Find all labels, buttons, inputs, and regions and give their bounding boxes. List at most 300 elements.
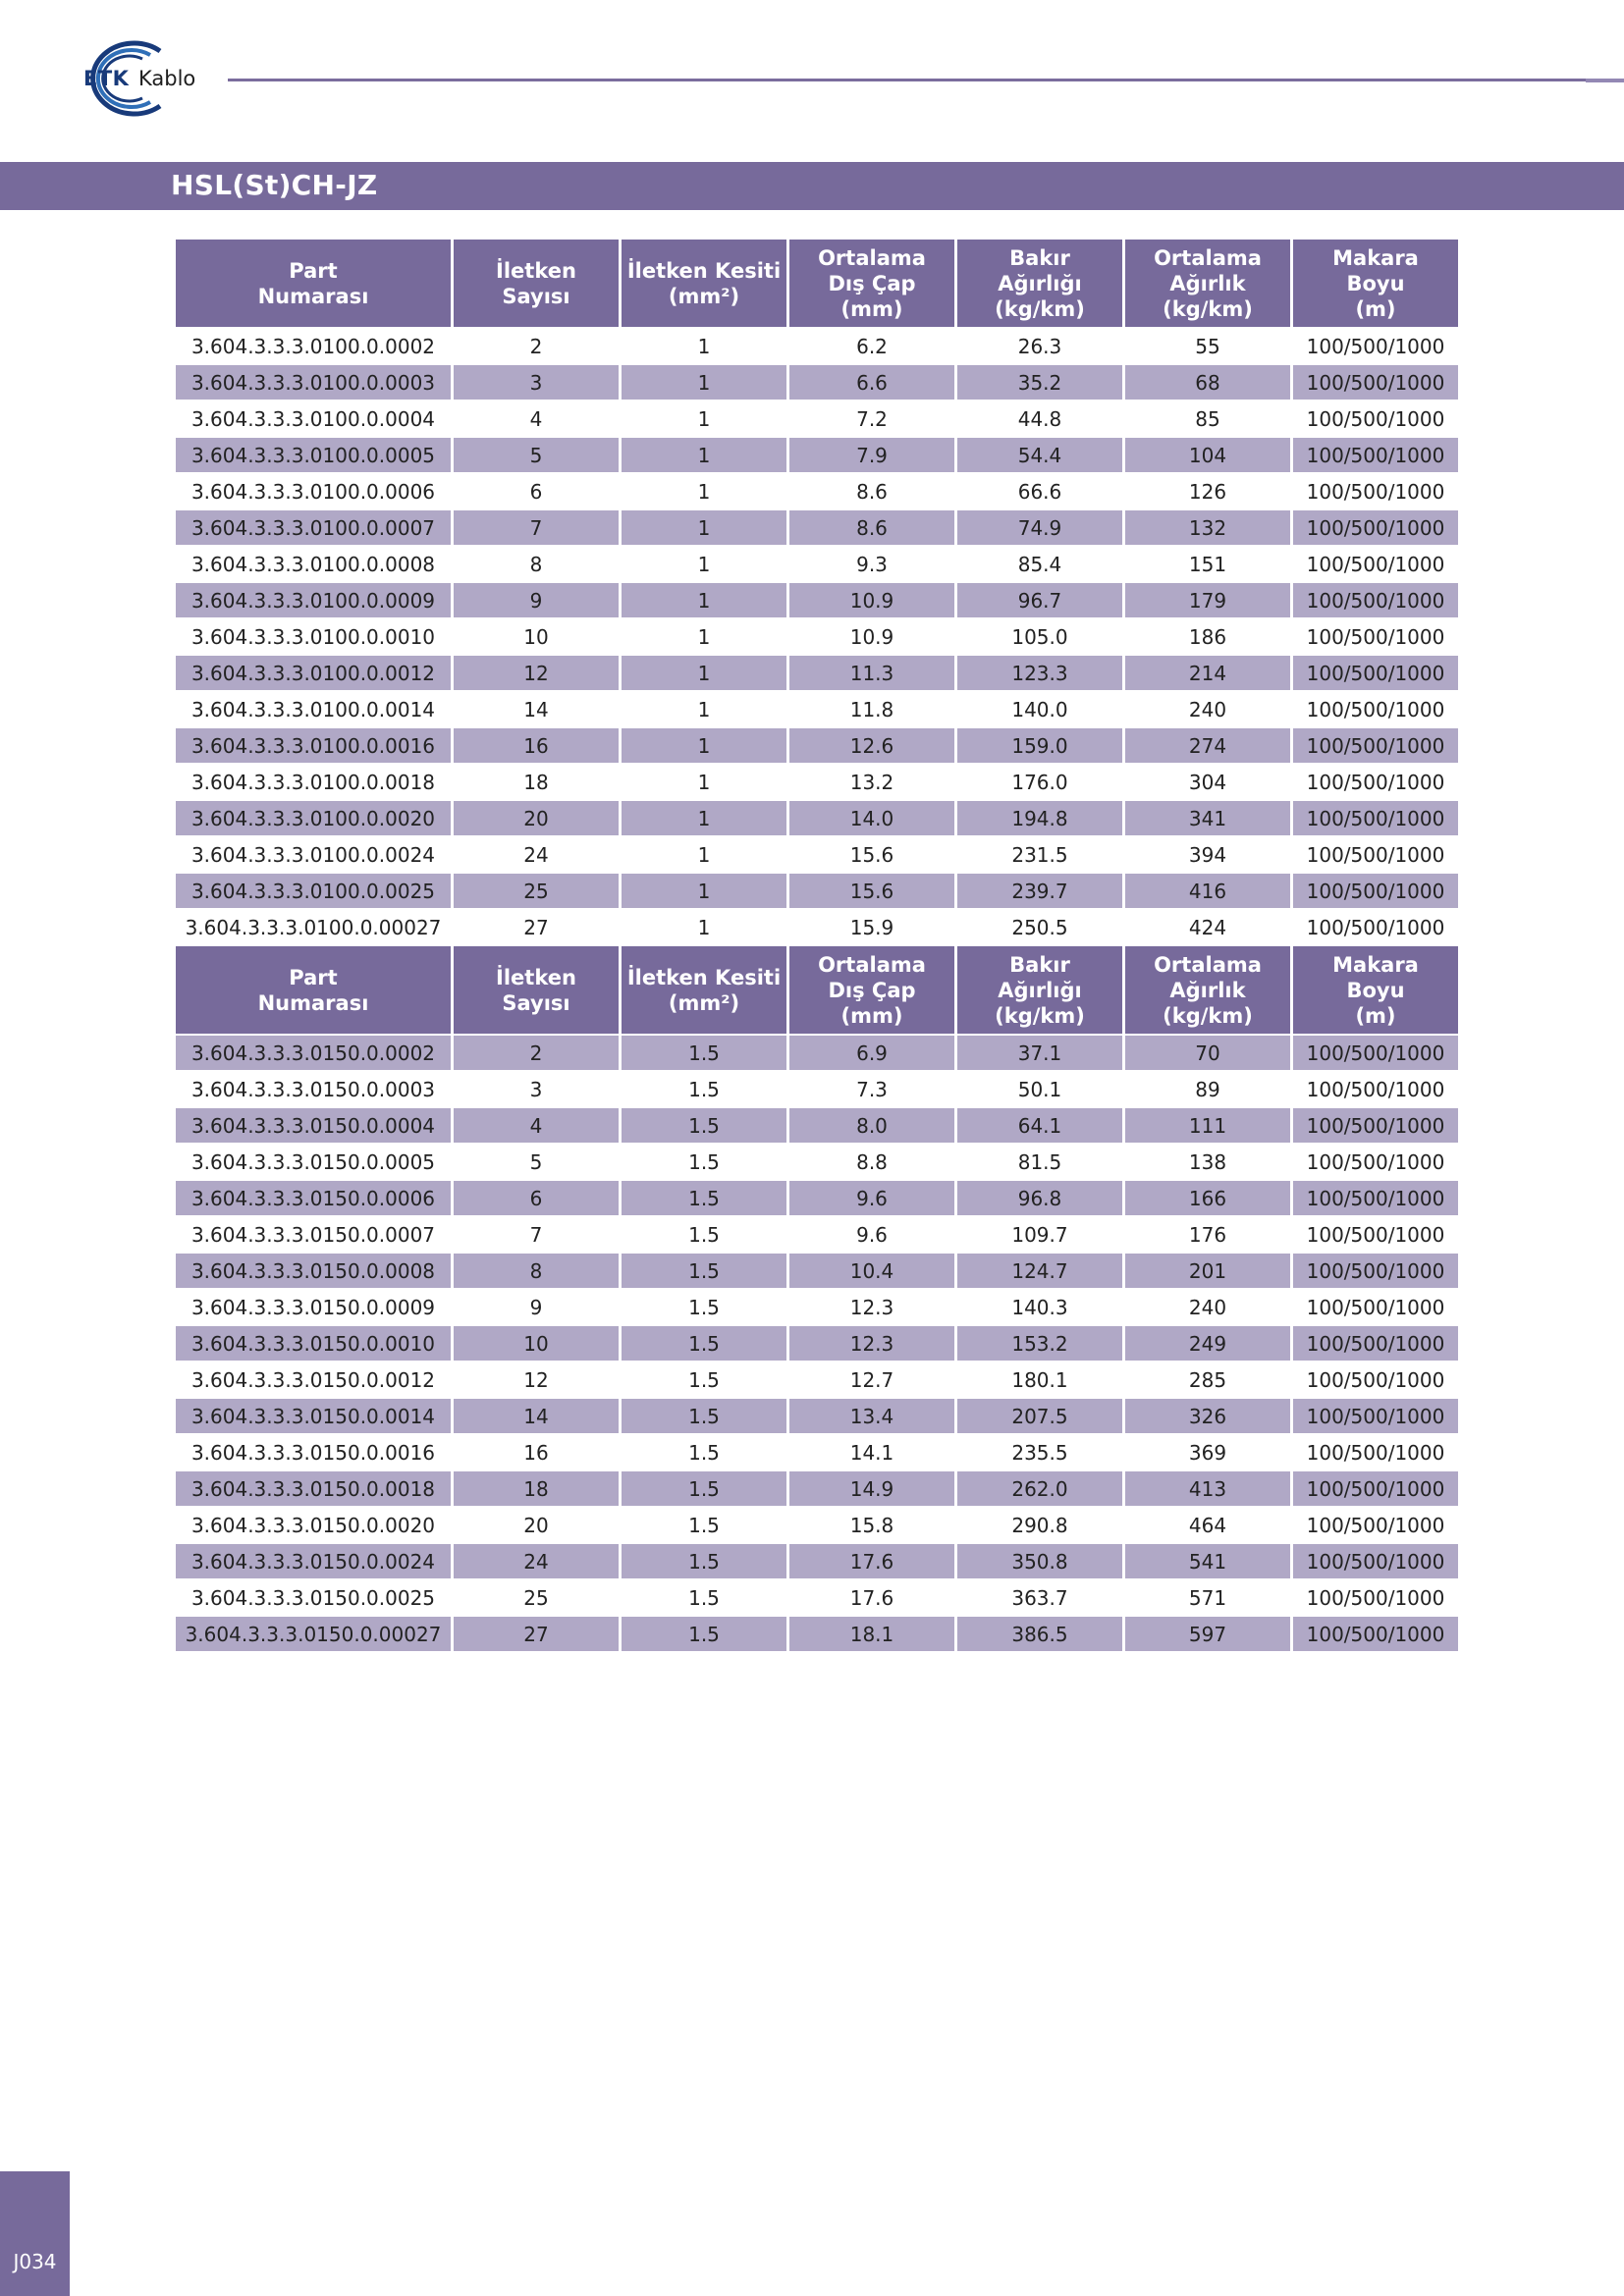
column-header-line: Part bbox=[289, 258, 338, 283]
table-cell: 207.5 bbox=[957, 1399, 1122, 1433]
table-cell: 100/500/1000 bbox=[1293, 874, 1458, 908]
table-row bbox=[176, 365, 1458, 400]
table-cell: 104 bbox=[1125, 438, 1290, 472]
table-cell: 68 bbox=[1125, 365, 1290, 400]
header-rule bbox=[228, 79, 1622, 81]
table-cell: 8.6 bbox=[789, 510, 954, 545]
table-cell: 111 bbox=[1125, 1108, 1290, 1143]
table-row bbox=[176, 1580, 1458, 1615]
table-cell: 194.8 bbox=[957, 801, 1122, 835]
table-cell: 100/500/1000 bbox=[1293, 1145, 1458, 1179]
page-title: HSL(St)CH-JZ bbox=[171, 169, 378, 201]
table-cell: 176.0 bbox=[957, 765, 1122, 799]
column-header-line: Dış Çap bbox=[828, 978, 916, 1002]
column-header bbox=[1293, 240, 1458, 327]
table-cell: 7 bbox=[454, 1217, 619, 1252]
table-cell: 7.2 bbox=[789, 401, 954, 436]
table-cell: 1.5 bbox=[622, 1254, 786, 1288]
column-header-line: Makara bbox=[1332, 245, 1419, 270]
column-header bbox=[1293, 946, 1458, 1034]
table-cell: 3.604.3.3.3.0100.0.0014 bbox=[176, 692, 451, 726]
table-cell: 1.5 bbox=[622, 1290, 786, 1324]
table-cell: 15.9 bbox=[789, 910, 954, 944]
table-cell: 100/500/1000 bbox=[1293, 1072, 1458, 1106]
table-cell: 6 bbox=[454, 1181, 619, 1215]
table-cell: 3.604.3.3.3.0150.0.0005 bbox=[176, 1145, 451, 1179]
table-cell: 179 bbox=[1125, 583, 1290, 617]
column-header-line: Ağırlığı bbox=[998, 978, 1082, 1002]
table-cell: 105.0 bbox=[957, 619, 1122, 654]
column-header-line: İletken Kesiti bbox=[626, 965, 782, 989]
table-cell: 290.8 bbox=[957, 1508, 1122, 1542]
table-cell: 3.604.3.3.3.0100.0.0020 bbox=[176, 801, 451, 835]
table-cell: 6.2 bbox=[789, 329, 954, 363]
table-cell: 9.6 bbox=[789, 1181, 954, 1215]
table-cell: 100/500/1000 bbox=[1293, 1617, 1458, 1651]
table-cell: 249 bbox=[1125, 1326, 1290, 1361]
table-cell: 15.8 bbox=[789, 1508, 954, 1542]
table-cell: 1 bbox=[622, 583, 786, 617]
column-header-line: Sayısı bbox=[502, 990, 570, 1015]
table-row bbox=[176, 474, 1458, 508]
table-cell: 3.604.3.3.3.0100.0.0025 bbox=[176, 874, 451, 908]
table-cell: 3.604.3.3.3.0100.0.0018 bbox=[176, 765, 451, 799]
table-row bbox=[176, 1362, 1458, 1397]
table-cell: 44.8 bbox=[957, 401, 1122, 436]
table-header-row bbox=[176, 946, 1458, 1034]
table-cell: 8 bbox=[454, 547, 619, 581]
table-cell: 1 bbox=[622, 547, 786, 581]
table-cell: 3.604.3.3.3.0100.0.0004 bbox=[176, 401, 451, 436]
table-cell: 20 bbox=[454, 1508, 619, 1542]
column-header-line: Ortalama bbox=[1154, 245, 1262, 270]
table-cell: 231.5 bbox=[957, 837, 1122, 872]
table-cell: 571 bbox=[1125, 1580, 1290, 1615]
table-cell: 1.5 bbox=[622, 1181, 786, 1215]
header-rule-end bbox=[1586, 79, 1624, 82]
table-cell: 1 bbox=[622, 910, 786, 944]
table-cell: 597 bbox=[1125, 1617, 1290, 1651]
table-cell: 176 bbox=[1125, 1217, 1290, 1252]
table-cell: 100/500/1000 bbox=[1293, 438, 1458, 472]
table-cell: 369 bbox=[1125, 1435, 1290, 1469]
table-cell: 100/500/1000 bbox=[1293, 728, 1458, 763]
column-header-line: (kg/km) bbox=[995, 296, 1085, 321]
table-cell: 18 bbox=[454, 1471, 619, 1506]
table-cell: 17.6 bbox=[789, 1580, 954, 1615]
table-row bbox=[176, 1290, 1458, 1324]
table-cell: 96.7 bbox=[957, 583, 1122, 617]
table-cell: 1.5 bbox=[622, 1036, 786, 1070]
table-cell: 54.4 bbox=[957, 438, 1122, 472]
table-cell: 140.3 bbox=[957, 1290, 1122, 1324]
table-cell: 81.5 bbox=[957, 1145, 1122, 1179]
table-row bbox=[176, 1508, 1458, 1542]
table-cell: 416 bbox=[1125, 874, 1290, 908]
table-cell: 274 bbox=[1125, 728, 1290, 763]
table-row bbox=[176, 1145, 1458, 1179]
table-cell: 1 bbox=[622, 474, 786, 508]
table-cell: 10.9 bbox=[789, 583, 954, 617]
table-cell: 180.1 bbox=[957, 1362, 1122, 1397]
table-cell: 12 bbox=[454, 656, 619, 690]
table-cell: 37.1 bbox=[957, 1036, 1122, 1070]
table-cell: 2 bbox=[454, 329, 619, 363]
table-cell: 100/500/1000 bbox=[1293, 1217, 1458, 1252]
table-row bbox=[176, 692, 1458, 726]
table-cell: 100/500/1000 bbox=[1293, 401, 1458, 436]
table-cell: 1.5 bbox=[622, 1108, 786, 1143]
table-cell: 3.604.3.3.3.0150.0.0003 bbox=[176, 1072, 451, 1106]
table-row bbox=[176, 329, 1458, 363]
table-cell: 100/500/1000 bbox=[1293, 1544, 1458, 1578]
table-cell: 27 bbox=[454, 1617, 619, 1651]
table-cell: 100/500/1000 bbox=[1293, 1362, 1458, 1397]
column-header bbox=[622, 240, 786, 327]
table-row bbox=[176, 1399, 1458, 1433]
table-cell: 140.0 bbox=[957, 692, 1122, 726]
table-cell: 285 bbox=[1125, 1362, 1290, 1397]
table-cell: 3.604.3.3.3.0150.0.0018 bbox=[176, 1471, 451, 1506]
table-row bbox=[176, 1435, 1458, 1469]
table-cell: 9.6 bbox=[789, 1217, 954, 1252]
table-cell: 3.604.3.3.3.0100.0.0008 bbox=[176, 547, 451, 581]
column-header-line: (kg/km) bbox=[1163, 296, 1253, 321]
table-row bbox=[176, 1254, 1458, 1288]
table-cell: 6.9 bbox=[789, 1036, 954, 1070]
table-cell: 12.3 bbox=[789, 1290, 954, 1324]
table-header-row bbox=[176, 240, 1458, 327]
table-cell: 1 bbox=[622, 365, 786, 400]
table-cell: 1 bbox=[622, 329, 786, 363]
table-cell: 3.604.3.3.3.0100.0.0002 bbox=[176, 329, 451, 363]
table-cell: 1.5 bbox=[622, 1326, 786, 1361]
table-cell: 153.2 bbox=[957, 1326, 1122, 1361]
table-cell: 3.604.3.3.3.0150.0.0006 bbox=[176, 1181, 451, 1215]
column-header-line: (mm²) bbox=[668, 284, 740, 308]
column-header bbox=[454, 240, 619, 327]
table-cell: 20 bbox=[454, 801, 619, 835]
table-row bbox=[176, 619, 1458, 654]
table-cell: 386.5 bbox=[957, 1617, 1122, 1651]
table-cell: 100/500/1000 bbox=[1293, 1399, 1458, 1433]
column-header-line: İletken bbox=[496, 258, 576, 283]
column-header-line: Ortalama bbox=[818, 245, 926, 270]
table-row bbox=[176, 1617, 1458, 1651]
table-cell: 3.604.3.3.3.0150.0.0010 bbox=[176, 1326, 451, 1361]
logo-mark: ETK bbox=[83, 67, 130, 90]
table-cell: 100/500/1000 bbox=[1293, 474, 1458, 508]
table-cell: 3.604.3.3.3.0150.0.0008 bbox=[176, 1254, 451, 1288]
table-cell: 3.604.3.3.3.0100.0.0003 bbox=[176, 365, 451, 400]
table-cell: 10 bbox=[454, 619, 619, 654]
table-cell: 3.604.3.3.3.0100.0.0012 bbox=[176, 656, 451, 690]
table-cell: 14.9 bbox=[789, 1471, 954, 1506]
table-row bbox=[176, 401, 1458, 436]
column-header-line: İletken Kesiti bbox=[626, 258, 782, 283]
column-header-line: (kg/km) bbox=[995, 1003, 1085, 1028]
table-cell: 24 bbox=[454, 837, 619, 872]
table-cell: 123.3 bbox=[957, 656, 1122, 690]
table-cell: 50.1 bbox=[957, 1072, 1122, 1106]
table-cell: 413 bbox=[1125, 1471, 1290, 1506]
table-cell: 4 bbox=[454, 401, 619, 436]
brand-logo bbox=[54, 37, 221, 120]
table-cell: 100/500/1000 bbox=[1293, 692, 1458, 726]
table-row bbox=[176, 547, 1458, 581]
table-cell: 138 bbox=[1125, 1145, 1290, 1179]
column-header-line: Numarası bbox=[257, 284, 369, 308]
column-header-line: Sayısı bbox=[502, 284, 570, 308]
table-cell: 2 bbox=[454, 1036, 619, 1070]
table-cell: 240 bbox=[1125, 1290, 1290, 1324]
table-cell: 1 bbox=[622, 656, 786, 690]
table-cell: 239.7 bbox=[957, 874, 1122, 908]
column-header-line: Numarası bbox=[257, 990, 369, 1015]
table-cell: 4 bbox=[454, 1108, 619, 1143]
table-cell: 10.9 bbox=[789, 619, 954, 654]
table-cell: 394 bbox=[1125, 837, 1290, 872]
table-cell: 100/500/1000 bbox=[1293, 1326, 1458, 1361]
table-cell: 1.5 bbox=[622, 1399, 786, 1433]
table-cell: 3.604.3.3.3.0150.0.00027 bbox=[176, 1617, 451, 1651]
column-header bbox=[622, 946, 786, 1034]
table-cell: 350.8 bbox=[957, 1544, 1122, 1578]
table-cell: 96.8 bbox=[957, 1181, 1122, 1215]
table-row bbox=[176, 874, 1458, 908]
table-cell: 424 bbox=[1125, 910, 1290, 944]
table-cell: 85 bbox=[1125, 401, 1290, 436]
column-header-line: (mm) bbox=[840, 1003, 903, 1028]
table-cell: 3.604.3.3.3.0100.0.0005 bbox=[176, 438, 451, 472]
column-header bbox=[1125, 946, 1290, 1034]
table-cell: 1 bbox=[622, 728, 786, 763]
table-cell: 8.6 bbox=[789, 474, 954, 508]
table-row bbox=[176, 1036, 1458, 1070]
table-cell: 18.1 bbox=[789, 1617, 954, 1651]
table-cell: 3 bbox=[454, 365, 619, 400]
table-cell: 1 bbox=[622, 837, 786, 872]
table-cell: 1.5 bbox=[622, 1580, 786, 1615]
table-cell: 1 bbox=[622, 765, 786, 799]
table-cell: 3.604.3.3.3.0150.0.0012 bbox=[176, 1362, 451, 1397]
table-cell: 100/500/1000 bbox=[1293, 1181, 1458, 1215]
table-cell: 64.1 bbox=[957, 1108, 1122, 1143]
table-cell: 70 bbox=[1125, 1036, 1290, 1070]
table-row bbox=[176, 910, 1458, 944]
table-cell: 100/500/1000 bbox=[1293, 1471, 1458, 1506]
table-cell: 240 bbox=[1125, 692, 1290, 726]
table-cell: 66.6 bbox=[957, 474, 1122, 508]
table-cell: 100/500/1000 bbox=[1293, 837, 1458, 872]
table-cell: 13.4 bbox=[789, 1399, 954, 1433]
table-cell: 1.5 bbox=[622, 1362, 786, 1397]
table-cell: 7.3 bbox=[789, 1072, 954, 1106]
table-cell: 3 bbox=[454, 1072, 619, 1106]
table-cell: 1 bbox=[622, 874, 786, 908]
table-row bbox=[176, 583, 1458, 617]
table-cell: 25 bbox=[454, 874, 619, 908]
table-cell: 100/500/1000 bbox=[1293, 329, 1458, 363]
page-number: J034 bbox=[13, 2250, 57, 2273]
table-cell: 1.5 bbox=[622, 1471, 786, 1506]
table-cell: 89 bbox=[1125, 1072, 1290, 1106]
table-cell: 11.8 bbox=[789, 692, 954, 726]
table-cell: 14.1 bbox=[789, 1435, 954, 1469]
table-cell: 8.0 bbox=[789, 1108, 954, 1143]
column-header-line: (mm²) bbox=[668, 990, 740, 1015]
table-row bbox=[176, 801, 1458, 835]
table-cell: 8 bbox=[454, 1254, 619, 1288]
table-cell: 7 bbox=[454, 510, 619, 545]
table-cell: 201 bbox=[1125, 1254, 1290, 1288]
column-header bbox=[789, 240, 954, 327]
table-cell: 235.5 bbox=[957, 1435, 1122, 1469]
table-cell: 100/500/1000 bbox=[1293, 910, 1458, 944]
column-header-line: (mm) bbox=[840, 296, 903, 321]
table-cell: 35.2 bbox=[957, 365, 1122, 400]
column-header bbox=[789, 946, 954, 1034]
column-header bbox=[454, 946, 619, 1034]
table-cell: 262.0 bbox=[957, 1471, 1122, 1506]
table-cell: 1.5 bbox=[622, 1544, 786, 1578]
table-cell: 100/500/1000 bbox=[1293, 1290, 1458, 1324]
column-header-line: Dış Çap bbox=[828, 271, 916, 295]
table-cell: 9 bbox=[454, 583, 619, 617]
table-cell: 3.604.3.3.3.0150.0.0020 bbox=[176, 1508, 451, 1542]
table-row bbox=[176, 656, 1458, 690]
table-cell: 3.604.3.3.3.0150.0.0014 bbox=[176, 1399, 451, 1433]
table-cell: 10.4 bbox=[789, 1254, 954, 1288]
table-cell: 100/500/1000 bbox=[1293, 765, 1458, 799]
column-header bbox=[957, 240, 1122, 327]
table-cell: 541 bbox=[1125, 1544, 1290, 1578]
table-cell: 18 bbox=[454, 765, 619, 799]
column-header-line: Ağırlık bbox=[1169, 271, 1246, 295]
table-cell: 1 bbox=[622, 438, 786, 472]
table-cell: 55 bbox=[1125, 329, 1290, 363]
table-cell: 3.604.3.3.3.0100.0.0006 bbox=[176, 474, 451, 508]
table-cell: 100/500/1000 bbox=[1293, 1254, 1458, 1288]
table-cell: 9.3 bbox=[789, 547, 954, 581]
table-cell: 159.0 bbox=[957, 728, 1122, 763]
table-cell: 326 bbox=[1125, 1399, 1290, 1433]
table-cell: 1.5 bbox=[622, 1072, 786, 1106]
table-cell: 3.604.3.3.3.0100.0.0009 bbox=[176, 583, 451, 617]
column-header bbox=[1125, 240, 1290, 327]
table-cell: 124.7 bbox=[957, 1254, 1122, 1288]
table-cell: 100/500/1000 bbox=[1293, 656, 1458, 690]
column-header-line: (kg/km) bbox=[1163, 1003, 1253, 1028]
column-header bbox=[957, 946, 1122, 1034]
table-row bbox=[176, 510, 1458, 545]
table-cell: 126 bbox=[1125, 474, 1290, 508]
table-row bbox=[176, 1326, 1458, 1361]
table-cell: 1.5 bbox=[622, 1145, 786, 1179]
table-cell: 186 bbox=[1125, 619, 1290, 654]
column-header-line: Bakır bbox=[1009, 245, 1070, 270]
column-header-line: Bakır bbox=[1009, 952, 1070, 977]
table-cell: 6.6 bbox=[789, 365, 954, 400]
table-cell: 3.604.3.3.3.0100.0.0007 bbox=[176, 510, 451, 545]
logo-name: Kablo bbox=[138, 67, 196, 90]
table-cell: 12.3 bbox=[789, 1326, 954, 1361]
table-cell: 132 bbox=[1125, 510, 1290, 545]
table-cell: 11.3 bbox=[789, 656, 954, 690]
column-header-line: (m) bbox=[1355, 1003, 1396, 1028]
table-cell: 15.6 bbox=[789, 874, 954, 908]
table-cell: 1.5 bbox=[622, 1217, 786, 1252]
table-cell: 100/500/1000 bbox=[1293, 1108, 1458, 1143]
column-header bbox=[176, 946, 451, 1034]
spec-table bbox=[173, 238, 1461, 1653]
table-cell: 100/500/1000 bbox=[1293, 1435, 1458, 1469]
column-header-line: Boyu bbox=[1346, 978, 1405, 1002]
table-cell: 15.6 bbox=[789, 837, 954, 872]
table-cell: 16 bbox=[454, 728, 619, 763]
table-cell: 6 bbox=[454, 474, 619, 508]
table-cell: 3.604.3.3.3.0100.0.0024 bbox=[176, 837, 451, 872]
table-cell: 100/500/1000 bbox=[1293, 365, 1458, 400]
table-row bbox=[176, 1471, 1458, 1506]
table-cell: 3.604.3.3.3.0100.0.0016 bbox=[176, 728, 451, 763]
table-cell: 304 bbox=[1125, 765, 1290, 799]
table-cell: 100/500/1000 bbox=[1293, 583, 1458, 617]
table-cell: 9 bbox=[454, 1290, 619, 1324]
table-cell: 1 bbox=[622, 619, 786, 654]
table-cell: 214 bbox=[1125, 656, 1290, 690]
table-cell: 3.604.3.3.3.0150.0.0002 bbox=[176, 1036, 451, 1070]
table-cell: 26.3 bbox=[957, 329, 1122, 363]
table-cell: 27 bbox=[454, 910, 619, 944]
table-cell: 1.5 bbox=[622, 1508, 786, 1542]
column-header-line: Ağırlık bbox=[1169, 978, 1246, 1002]
table-cell: 3.604.3.3.3.0100.0.0010 bbox=[176, 619, 451, 654]
table-row bbox=[176, 1108, 1458, 1143]
table-cell: 464 bbox=[1125, 1508, 1290, 1542]
table-cell: 12 bbox=[454, 1362, 619, 1397]
table-row bbox=[176, 837, 1458, 872]
table-cell: 25 bbox=[454, 1580, 619, 1615]
table-row bbox=[176, 438, 1458, 472]
column-header-line: Makara bbox=[1332, 952, 1419, 977]
table-cell: 14 bbox=[454, 692, 619, 726]
table-cell: 14 bbox=[454, 1399, 619, 1433]
table-cell: 10 bbox=[454, 1326, 619, 1361]
table-row bbox=[176, 1217, 1458, 1252]
table-cell: 12.6 bbox=[789, 728, 954, 763]
column-header bbox=[176, 240, 451, 327]
table-cell: 100/500/1000 bbox=[1293, 547, 1458, 581]
table-cell: 3.604.3.3.3.0150.0.0004 bbox=[176, 1108, 451, 1143]
column-header-line: İletken bbox=[496, 965, 576, 989]
table-cell: 74.9 bbox=[957, 510, 1122, 545]
table-row bbox=[176, 1181, 1458, 1215]
table-cell: 3.604.3.3.3.0150.0.0016 bbox=[176, 1435, 451, 1469]
table-cell: 3.604.3.3.3.0150.0.0025 bbox=[176, 1580, 451, 1615]
table-cell: 151 bbox=[1125, 547, 1290, 581]
table-row bbox=[176, 1544, 1458, 1578]
table-cell: 100/500/1000 bbox=[1293, 1580, 1458, 1615]
column-header-line: Part bbox=[289, 965, 338, 989]
table-row bbox=[176, 765, 1458, 799]
table-cell: 250.5 bbox=[957, 910, 1122, 944]
column-header-line: (m) bbox=[1355, 296, 1396, 321]
table-cell: 100/500/1000 bbox=[1293, 801, 1458, 835]
table-cell: 3.604.3.3.3.0100.0.00027 bbox=[176, 910, 451, 944]
table-cell: 12.7 bbox=[789, 1362, 954, 1397]
table-cell: 363.7 bbox=[957, 1580, 1122, 1615]
